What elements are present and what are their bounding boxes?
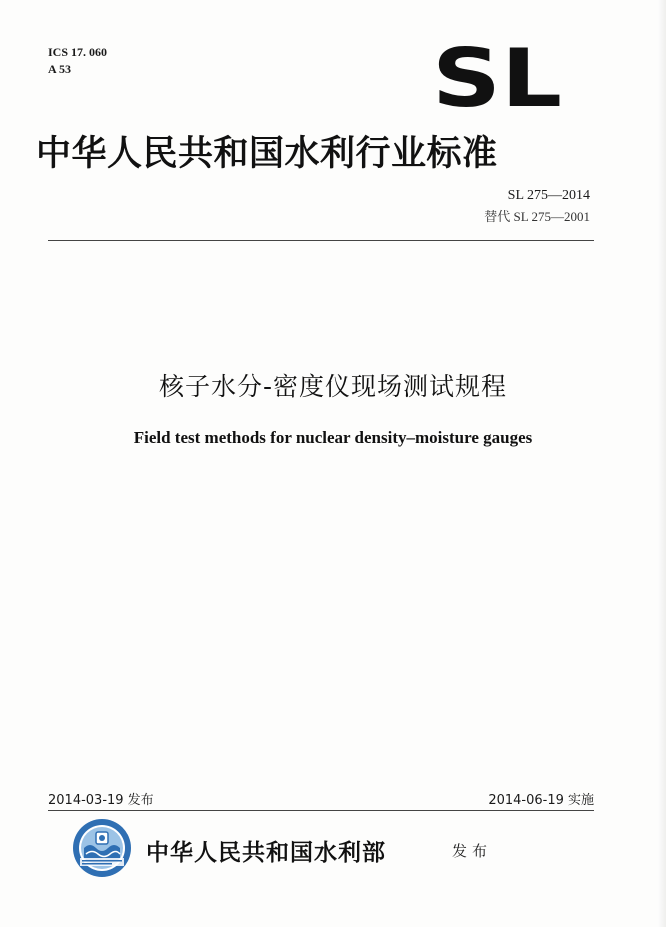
bottom-divider xyxy=(48,810,594,811)
class-code: A 53 xyxy=(48,62,72,76)
ministry-emblem-icon xyxy=(72,818,132,878)
page-edge-shadow xyxy=(658,0,666,927)
publisher-name: 中华人民共和国水利部 xyxy=(146,839,386,866)
issue-date: 2014-03-19 发布 xyxy=(48,793,154,808)
standard-replaces: 替代 SL 275—2001 xyxy=(484,209,590,224)
sl-logo xyxy=(432,44,564,110)
sl-logo-text: SL xyxy=(432,44,562,110)
classification-codes xyxy=(48,44,107,78)
org-title: 中华人民共和国水利行业标准 xyxy=(36,133,498,174)
ics-code: ICS 17. 060 xyxy=(48,45,108,59)
publish-label: 发布 xyxy=(452,842,493,860)
top-divider xyxy=(48,240,594,241)
title-english: Field test methods for nuclear density–moisture gauges xyxy=(133,428,533,447)
standard-number: SL 275—2014 xyxy=(507,188,590,203)
implementation-date: 2014-06-19 实施 xyxy=(488,793,594,808)
title-chinese: 核子水分-密度仪现场测试规程 xyxy=(158,372,508,401)
